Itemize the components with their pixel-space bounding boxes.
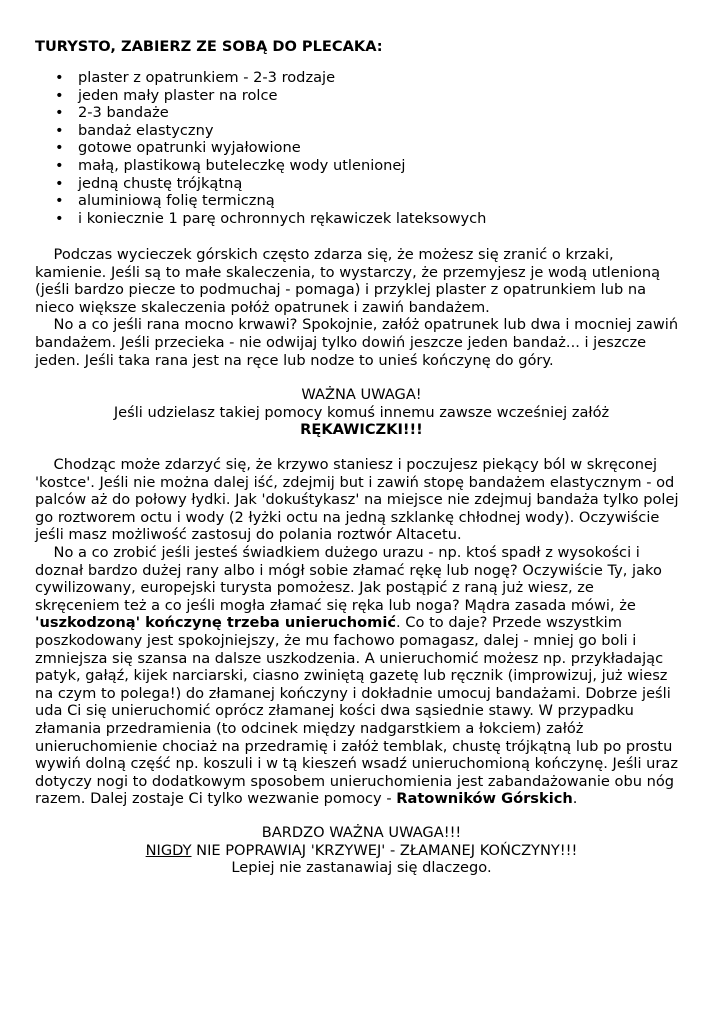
note-warning (0, 842, 723, 860)
text-fragment: NIE POPRAWIAJ 'KRZYWEJ' - ZŁAMANEJ KOŃCZYNY!!! (191, 841, 578, 859)
text-line: (jeśli bardzo piecze to podmuchaj - pomaga) i przyklej plaster z opatrunkiem lub na (35, 281, 647, 299)
paragraph-wounds (35, 246, 695, 369)
bullet-icon: • (55, 209, 64, 227)
text-line: No a co jeśli rana mocno krwawi? Spokojnie, załóż opatrunek lub dwa i mocniej zawiń (35, 316, 679, 334)
text-line: nieco większe skaleczenia połóż opatrunek i zawiń bandażem. (35, 298, 490, 316)
text-line: zmniejsza się szansa na dalsze uszkodzenia. A unieruchomić możesz np. przykładając (35, 649, 664, 667)
text-line: No a co zrobić jeśli jesteś świadkiem dużego urazu - np. ktoś spadł z wysokości i (35, 543, 640, 561)
note-text: Jeśli udzielasz takiej pomocy komuś innemu zawsze wcześniej załóż (113, 403, 610, 421)
very-important-note (0, 824, 723, 877)
bullet-icon: • (55, 69, 64, 86)
text-line: doznał bardzo dużej rany albo i mógł sobie złamać rękę lub nogę? Oczywiście Ty, jako (35, 561, 662, 579)
text-line (35, 790, 695, 808)
list-item-text: bandaż elastyczny (78, 121, 214, 139)
list-item (55, 122, 486, 140)
packing-list (55, 69, 486, 227)
important-note (0, 386, 723, 439)
bold-phrase: Ratowników Górskich (396, 790, 573, 808)
page-heading: TURYSTO, ZABIERZ ZE SOBĄ DO PLECAKA: (35, 38, 383, 55)
note-title: BARDZO WAŻNA UWAGA!!! (261, 824, 462, 841)
list-item-text: gotowe opatrunki wyjałowione (78, 139, 301, 157)
bullet-icon: • (55, 86, 64, 104)
list-item-text: małą, plastikową buteleczkę wody utlenionej (78, 156, 406, 174)
text-line: dotyczy nogi to dodatkowym sposobem unieruchomienia jest zabandażowanie obu nóg (35, 772, 675, 790)
bullet-icon: • (55, 156, 64, 174)
list-item (55, 87, 486, 105)
text-line: złamania przedramienia (to odcinek między nadgarstkiem a łokciem) załóż (35, 719, 584, 737)
bullet-icon: • (55, 121, 64, 139)
text-line: patyk, gałąź, kijek narciarski, ciasno zwiniętą gazetę lub ręcznik (improwizuj, już wiesz (35, 667, 668, 685)
bullet-icon: • (55, 174, 64, 192)
bullet-icon: • (55, 139, 64, 157)
text-fragment: . Co to daje? Przede wszystkim (396, 614, 622, 632)
text-line: unieruchomienie chociaż na przedramię i załóż temblak, chustę trójkątną lub po prostu (35, 737, 673, 755)
list-item-text: jeden mały plaster na rolce (78, 86, 278, 104)
list-item (55, 69, 486, 87)
note-emphasis: RĘKAWICZKI!!! (300, 421, 423, 439)
list-item-text: aluminiową folię termiczną (78, 192, 275, 210)
text-line: jeśli masz możliwość zastosuj do polania roztwór Altacetu. (35, 526, 462, 544)
list-item (55, 157, 486, 175)
text-fragment: razem. Dalej zostaje Ci tylko wezwanie pomocy - (35, 790, 397, 808)
text-line: jeden. Jeśli taka rana jest na ręce lub nodze to unieś kończynę do góry. (35, 351, 554, 369)
text-line: kamienie. Jeśli są to małe skaleczenia, to wystarczy, że przemyjesz je wodą utlenioną (35, 263, 661, 281)
text-line: poszkodowany jest spokojniejszy, że mu fachowo pomagasz, dalej - mniej go boli i (35, 631, 637, 649)
text-line: go roztworem octu i wody (2 łyżki octu na jedną szklankę chłodnej wody). Oczywiście (35, 508, 660, 526)
bullet-icon: • (55, 192, 64, 210)
note-text: Lepiej nie zastanawiaj się dlaczego. (231, 859, 492, 877)
list-item (55, 104, 486, 122)
text-line: Podczas wycieczek górskich często zdarza się, że możesz się zranić o krzaki, (35, 246, 614, 263)
text-line: cywilizowany, europejski turysta pomożesz. Jak postąpić z raną już wiesz, ze (35, 579, 594, 597)
text-line: skręceniem też a co jeśli mogła złamać się ręka lub noga? Mądra zasada mówi, że (35, 596, 636, 614)
list-item-text: i koniecznie 1 parę ochronnych rękawiczek lateksowych (78, 209, 487, 227)
text-line: na czym to polega!) do złamanej kończyny i dokładnie umocuj bandażami. Dobrze jeśli (35, 684, 671, 702)
list-item (55, 175, 486, 193)
bold-phrase: 'uszkodzoną' kończynę trzeba unieruchomić (35, 614, 397, 632)
list-item (55, 139, 486, 157)
paragraph-injuries (35, 456, 695, 808)
text-fragment: . (572, 790, 578, 808)
underlined-word: NIGDY (145, 841, 192, 859)
bullet-icon: • (55, 104, 64, 122)
list-item-text: plaster z opatrunkiem - 2-3 rodzaje (78, 69, 336, 86)
list-item (55, 192, 486, 210)
list-item-text: jedną chustę trójkątną (78, 174, 243, 192)
text-line: uda Ci się unieruchomić oprócz złamanej kości dwa sąsiednie stawy. W przypadku (35, 702, 634, 720)
list-item-text: 2-3 bandaże (78, 104, 169, 122)
text-line: 'kostce'. Jeśli nie można dalej iść, zdejmij but i zawiń stopę bandażem elastycznym - od (35, 473, 675, 491)
text-line: wywiń dolną część np. koszuli i w tą kieszeń wsadź unieruchomioną kończynę. Jeśli uraz (35, 755, 679, 773)
text-line: palców aż do połowy łydki. Jak 'dokuśtykasz' na miejsce nie zdejmuj bandaża tylko polej (35, 491, 679, 509)
text-line: bandażem. Jeśli przecieka - nie odwijaj tylko dowiń jeszcze jeden bandaż... i jeszcze (35, 333, 647, 351)
text-line (35, 614, 695, 632)
text-line: Chodząc może zdarzyć się, że krzywo staniesz i poczujesz piekący ból w skręconej (35, 456, 658, 473)
list-item (55, 210, 486, 228)
note-title: WAŻNA UWAGA! (301, 386, 422, 403)
